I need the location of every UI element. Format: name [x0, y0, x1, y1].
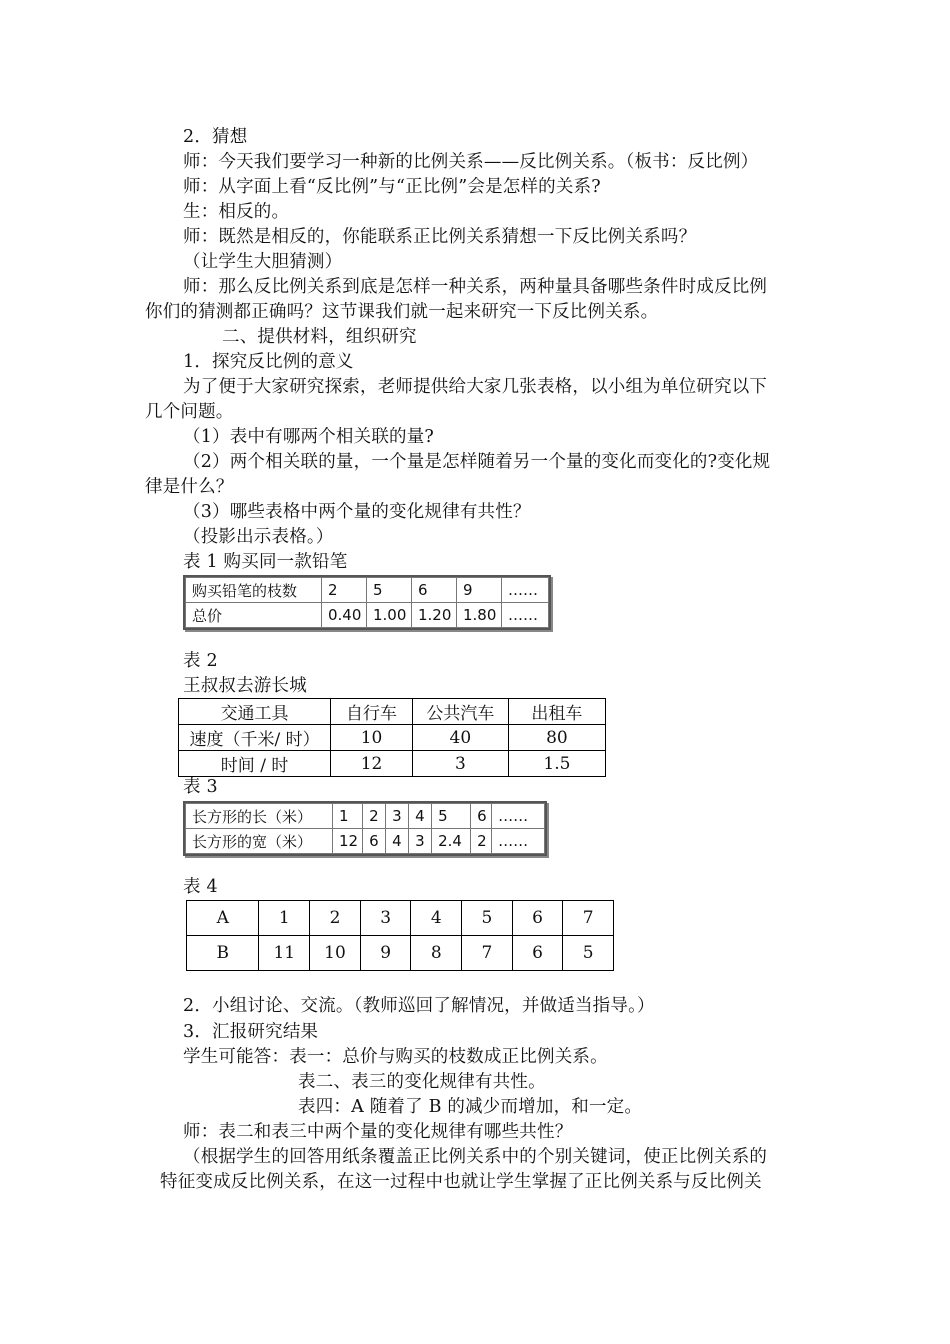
table2-subcaption: 王叔叔去游长城 — [183, 676, 307, 696]
paragraph-line: （根据学生的回答用纸条覆盖正比例关系中的个别关键词，使正比例关系的 — [183, 1147, 768, 1167]
paragraph-line: 表二、表三的变化规律有共性。 — [298, 1072, 546, 1092]
subsection-heading: 1．探究反比例的意义 — [183, 352, 354, 372]
table-row — [186, 829, 545, 854]
table-row — [186, 804, 545, 829]
table-row — [179, 699, 606, 725]
paragraph-line: 师：从字面上看“反比例”与“正比例”会是怎样的关系? — [183, 177, 601, 197]
table-cell: 速度（千米/ 时） — [179, 725, 331, 751]
paragraph-line: 表四：A 随着了 B 的减少而增加，和一定。 — [298, 1097, 643, 1117]
table-cell: 0.40 — [322, 603, 367, 628]
table-cell: 长方形的宽（米） — [186, 829, 333, 854]
table-cell: 3 — [360, 901, 411, 936]
table-cell: 6 — [471, 804, 492, 829]
table-row — [186, 578, 549, 603]
table-cell: 5 — [563, 936, 614, 971]
table-cell: 12 — [331, 751, 413, 777]
paragraph-line: 为了便于大家研究探索，老师提供给大家几张表格，以小组为单位研究以下 — [183, 377, 768, 397]
table-row — [186, 603, 549, 628]
paragraph-line: 你们的猜测都正确吗？这节课我们就一起来研究一下反比例关系。 — [145, 302, 659, 322]
table-cell: 3 — [412, 751, 508, 777]
table-cell: 公共汽车 — [412, 699, 508, 725]
table-cell: …… — [502, 578, 549, 603]
table-cell: 4 — [409, 804, 432, 829]
table4-caption: 表 4 — [183, 877, 218, 897]
table-cell: 7 — [563, 901, 614, 936]
table-cell: 1 — [259, 901, 310, 936]
table-cell: 6 — [512, 901, 563, 936]
table-cell: 1 — [333, 804, 363, 829]
table-cell: 购买铅笔的枝数 — [186, 578, 322, 603]
question-line: （1）表中有哪两个相关联的量? — [183, 427, 435, 447]
paragraph-line: 师：既然是相反的，你能联系正比例关系猜想一下反比例关系吗？ — [183, 227, 697, 247]
table2-caption: 表 2 — [183, 651, 218, 671]
table-row — [179, 725, 606, 751]
paragraph-line: 学生可能答：表一：总价与购买的枝数成正比例关系。 — [183, 1047, 608, 1067]
question-line: 律是什么？ — [145, 477, 234, 497]
table-cell: 2 — [363, 804, 386, 829]
paragraph-line: 师：今天我们要学习一种新的比例关系——反比例关系。（板书：反比例） — [183, 152, 759, 172]
table-cell: 时间 / 时 — [179, 751, 331, 777]
table1-caption: 表 1 购买同一款铅笔 — [183, 552, 348, 572]
table-cell: 1.00 — [367, 603, 412, 628]
table-cell: 1.80 — [457, 603, 502, 628]
table-cell: 10 — [310, 936, 361, 971]
table-cell: …… — [502, 603, 549, 628]
table-cell: 6 — [363, 829, 386, 854]
table-row — [179, 751, 606, 777]
question-line: （3）哪些表格中两个量的变化规律有共性？ — [183, 502, 531, 522]
table-cell: 40 — [412, 725, 508, 751]
table-cell: 9 — [457, 578, 502, 603]
paragraph-line: 师：表二和表三中两个量的变化规律有哪些共性？ — [183, 1122, 573, 1142]
paragraph-line: 特征变成反比例关系，在这一过程中也就让学生掌握了正比例关系与反比例关 — [160, 1172, 762, 1192]
table-cell: 2 — [310, 901, 361, 936]
paragraph-line: （投影出示表格。） — [183, 527, 334, 547]
table-cell: 交通工具 — [179, 699, 331, 725]
table-cell: 11 — [259, 936, 310, 971]
table-cell: B — [187, 936, 259, 971]
table-cell: 12 — [333, 829, 363, 854]
table-cell: …… — [492, 829, 545, 854]
table-cell: 6 — [512, 936, 563, 971]
table-cell: 4 — [386, 829, 409, 854]
table-cell: 5 — [462, 901, 513, 936]
table-row — [187, 936, 614, 971]
subsection-heading: 3．汇报研究结果 — [183, 1022, 319, 1042]
table-cell: A — [187, 901, 259, 936]
question-line: （2）两个相关联的量，一个量是怎样随着另一个量的变化而变化的?变化规 — [183, 452, 771, 472]
table3 — [183, 801, 547, 856]
paragraph-line: 2．小组讨论、交流。（教师巡回了解情况，并做适当指导。） — [183, 996, 655, 1016]
table-cell: 80 — [508, 725, 605, 751]
paragraph-line: 生：相反的。 — [183, 202, 290, 222]
table-cell: 5 — [367, 578, 412, 603]
table-row — [187, 901, 614, 936]
table-cell: 8 — [411, 936, 462, 971]
table-cell: 长方形的长（米） — [186, 804, 333, 829]
table2 — [178, 698, 606, 777]
table-cell: 出租车 — [508, 699, 605, 725]
section-heading: 二、提供材料，组织研究 — [222, 327, 417, 347]
table-cell: 7 — [462, 936, 513, 971]
table-cell: 自行车 — [331, 699, 413, 725]
table-cell: 2 — [471, 829, 492, 854]
table-cell: 2 — [322, 578, 367, 603]
table-cell: 5 — [432, 804, 471, 829]
table-cell: 1.5 — [508, 751, 605, 777]
table-cell: 4 — [411, 901, 462, 936]
paragraph-line: 师：那么反比例关系到底是怎样一种关系，两种量具备哪些条件时成反比例 — [183, 277, 768, 297]
table-cell: 6 — [412, 578, 457, 603]
table-cell: 3 — [409, 829, 432, 854]
table-cell: 1.20 — [412, 603, 457, 628]
table-cell: 3 — [386, 804, 409, 829]
heading-guess: 2．猜想 — [183, 127, 248, 147]
table-cell: 10 — [331, 725, 413, 751]
paragraph-line: （让学生大胆猜测） — [183, 252, 343, 272]
table-cell: 2.4 — [432, 829, 471, 854]
table-cell: 9 — [360, 936, 411, 971]
table-cell: 总价 — [186, 603, 322, 628]
table-cell: …… — [492, 804, 545, 829]
table1 — [183, 575, 551, 630]
paragraph-line: 几个问题。 — [145, 402, 234, 422]
table3-caption: 表 3 — [183, 777, 218, 797]
table4 — [186, 900, 614, 971]
